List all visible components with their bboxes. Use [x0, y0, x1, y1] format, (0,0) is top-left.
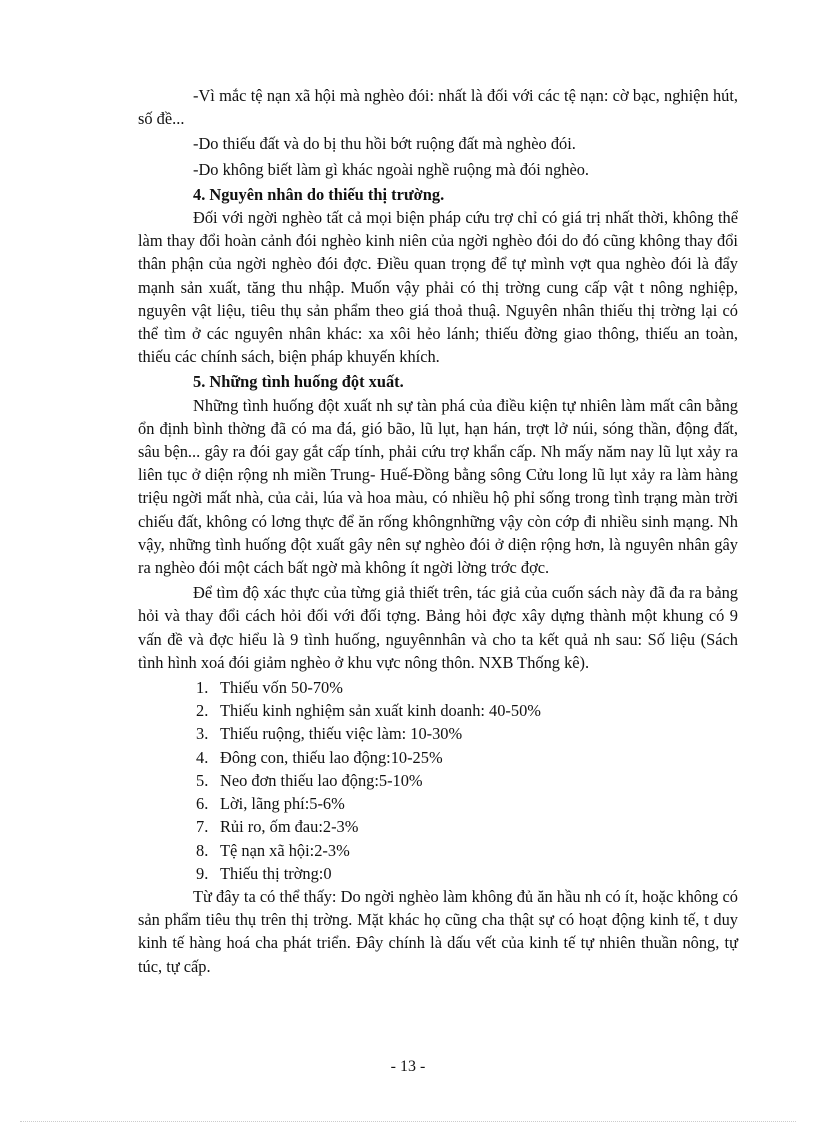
section-heading-4: 4. Nguyên nhân do thiếu thị trường. — [193, 184, 445, 204]
conclusion-paragraph: Từ đây ta có thể thấy: Do ngời nghèo làm không đủ ăn hầu nh có ít, hoặc không có sản phẩm tiêu thụ trên thị trờng. Mặt khác họ cũng cha thật sự có hoạt động kinh tế, t duy kinh tế hàng hoá cha phát triển. Đây chính là dấu vết của kinh tế tự nhiên thuần nông, tự túc, tự cấp. — [138, 886, 738, 976]
bullet-land-shortage: -Do thiếu đất và do bị thu hồi bớt ruộng đất mà nghèo đói. — [193, 134, 576, 154]
list-item: 2. Thiếu kinh nghiệm sản xuất kinh doanh: 40-50% — [196, 701, 541, 721]
page-bottom-divider — [20, 1121, 796, 1122]
survey-paragraph: Để tìm độ xác thực của từng giả thiết trên, tác giả của cuốn sách này đã đa ra bảng hỏi và thay đổi cách hỏi đối với đối tợng. Bảng hỏi đợc xây dựng thành một khung có 9 vấn đề và đợc hiểu là 9 tình huống, nguyênnhân và cho ta kết quả nh sau: Số liệu (Sách tình hình xoá đói giảm nghèo ở khu vực nông thôn. NXB Thống kê). — [138, 583, 738, 672]
document-body — [138, 84, 738, 980]
page-number: - 13 - — [390, 1058, 426, 1075]
list-item: 7. Rủi ro, ốm đau:2-3% — [196, 817, 359, 837]
bullet-social-evils: -Vì mắc tệ nạn xã hội mà nghèo đói: nhất là đối với các tệ nạn: cờ bạc, nghiện hút, số đề... — [138, 86, 738, 129]
bullet-only-farming: -Do không biết làm gì khác ngoài nghề ruộng mà đói nghèo. — [193, 159, 590, 179]
list-item: 6. Lời, lãng phí:5-6% — [196, 794, 345, 814]
survey-results-list — [138, 676, 738, 885]
list-item: 9. Thiếu thị trờng:0 — [196, 863, 332, 883]
list-item: 1. Thiếu vốn 50-70% — [196, 678, 343, 698]
section-heading-5: 5. Những tình huống đột xuất. — [193, 372, 404, 392]
list-item: 3. Thiếu ruộng, thiếu việc làm: 10-30% — [196, 724, 463, 744]
section-5-paragraph: Những tình huống đột xuất nh sự tàn phá của điều kiện tự nhiên làm mất cân bằng ổn định bình thờng đã có ma đá, gió bão, lũ lụt, hạn hán, trợt lở núi, sóng thần, động đất, sâu bện... gây ra đói gay gắt cấp tính, phải cứu trợ khẩn cấp. Nh mấy năm nay lũ lụt xảy ra liên tục ở diện rộng nh miền Trung- Huế-Đồng bằng sông Cửu long lũ lụt xảy ra làm hàng triệu ngời mất nhà, của cải, lúa và hoa màu, có nhiều hộ phỉ sống trong tình trạng màn trời chiếu đất, không có lơng thực để ăn rống khôngnhững vậy còn cớp đi nhiều sinh mạng. Nh vậy, những tình huống đột xuất gây nên sự nghèo đói ở diện rộng hơn, là nguyên nhân gây ra nghèo đói một cách bất ngờ mà không ít ngời lờng trớc đợc. — [138, 395, 738, 578]
list-item: 5. Neo đơn thiếu lao động:5-10% — [196, 770, 423, 790]
list-item: 8. Tệ nạn xã hội:2-3% — [196, 840, 350, 860]
section-4-paragraph: Đối với ngời nghèo tất cả mọi biện pháp cứu trợ chỉ có giá trị nhất thời, không thể làm thay đổi hoàn cảnh đói nghèo kinh niên của ngời nghèo đói do đó cũng không thay đổi thân phận của ngời nghèo đói đợc. Điều quan trọng để tự mình vợt qua nghèo đói là đẩy mạnh sản xuất, tăng thu nhập. Muốn vậy phải có thị trờng cung cấp vật t nông nghiệp, nguyên vật liệu, tiêu thụ sản phẩm theo giá thoả thuậ. Nguyên nhân thiếu thị trờng lại có thể tìm ở các nguyên nhân khác: xa xôi hẻo lánh; thiếu đờng giao thông, thiếu an toàn, thiếu các chính sách, biện pháp khuyến khích. — [138, 208, 738, 367]
list-item: 4. Đông con, thiếu lao động:10-25% — [196, 747, 443, 767]
